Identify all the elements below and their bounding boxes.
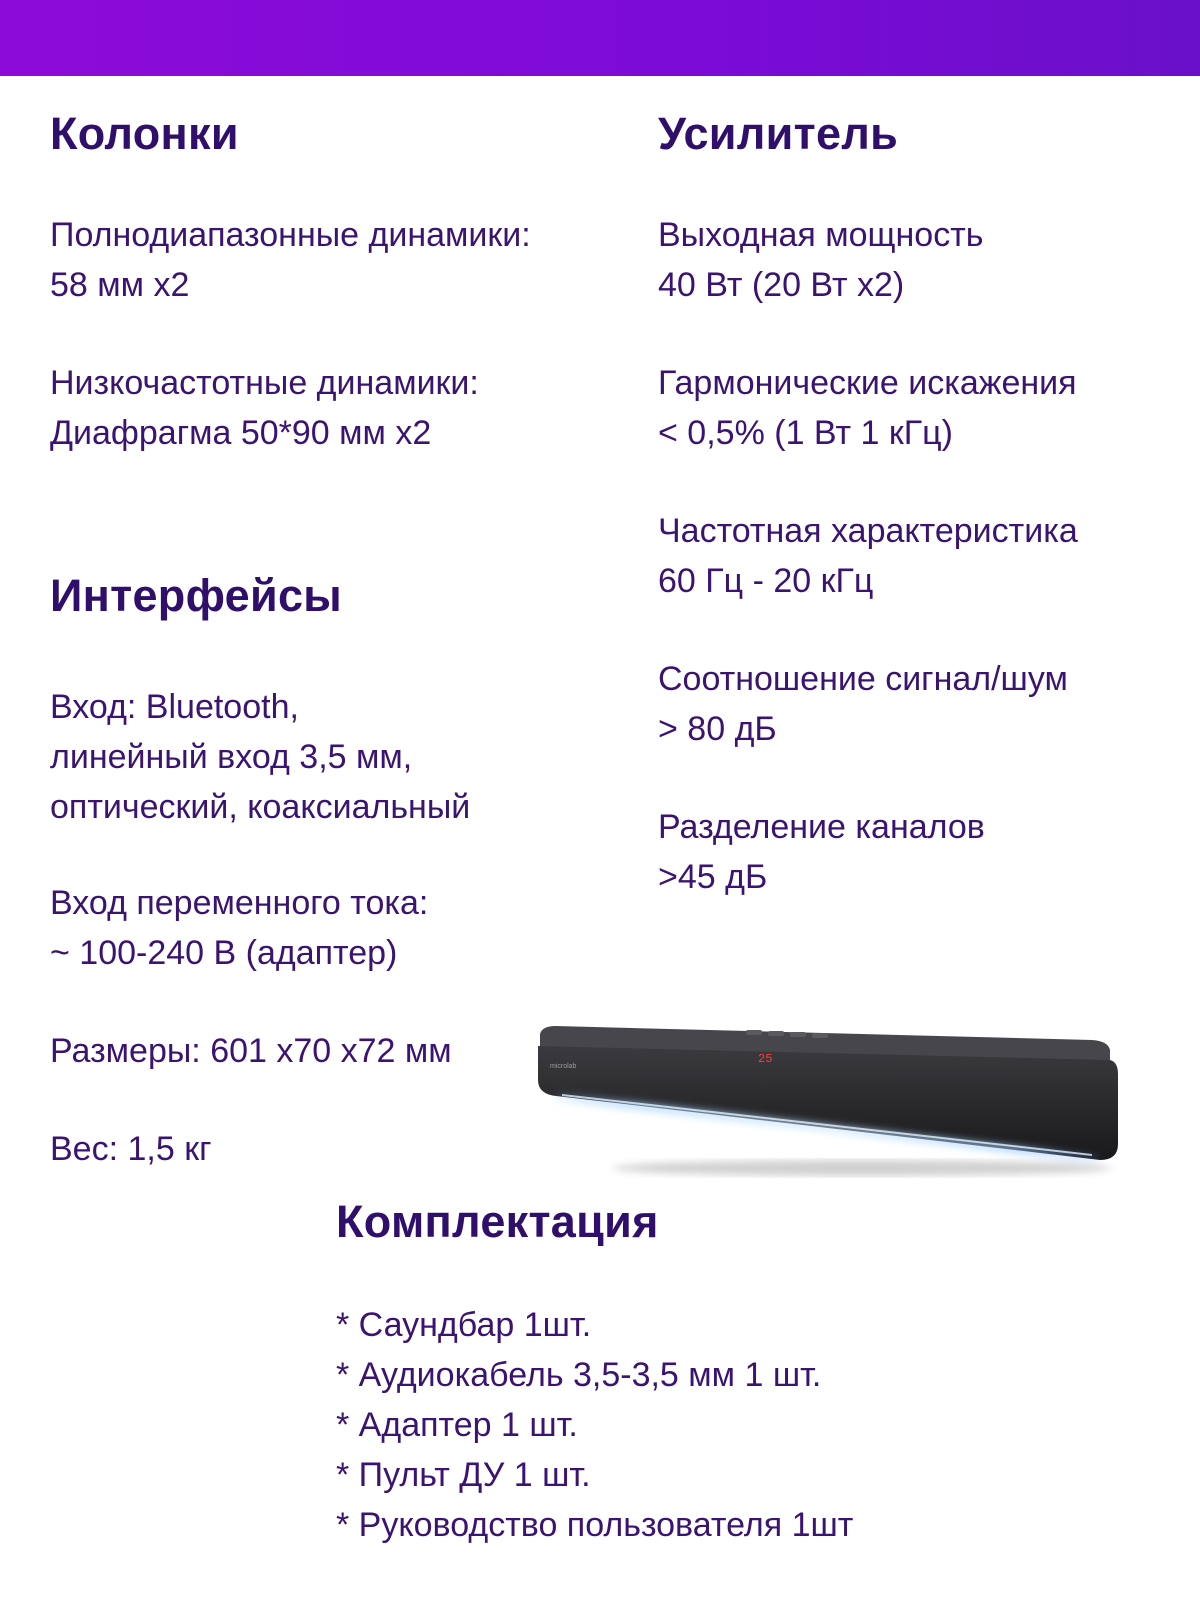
output-power-spec (658, 210, 984, 310)
spec-line: оптический, коаксиальный (50, 788, 471, 826)
spec-label: Соотношение сигнал/шум (658, 660, 1068, 698)
audio-input-spec (50, 682, 470, 832)
weight-spec (50, 1124, 211, 1174)
spec-value: > 80 дБ (658, 710, 777, 748)
signal-noise-ratio-spec (658, 654, 1068, 754)
list-item: * Аудиокабель 3,5-3,5 мм 1 шт. (336, 1356, 822, 1394)
list-item: * Адаптер 1 шт. (336, 1406, 578, 1444)
spec-label: Выходная мощность (658, 216, 984, 254)
spec-line: Вход: Bluetooth, (50, 688, 299, 726)
spec-value: Диафрагма 50*90 мм x2 (50, 414, 432, 452)
spec-value: 60 Гц - 20 кГц (658, 562, 874, 600)
list-item: * Руководство пользователя 1шт (336, 1506, 854, 1544)
spec-line: линейный вход 3,5 мм, (50, 738, 413, 776)
harmonic-distortion-spec (658, 358, 1077, 458)
dimensions-spec (50, 1026, 452, 1076)
amplifier-heading: Усилитель (658, 108, 899, 159)
spec-line: ~ 100-240 В (адаптер) (50, 934, 398, 972)
kit-heading: Комплектация (336, 1196, 659, 1247)
woofer-drivers-spec (50, 358, 479, 458)
spec-label: Частотная характеристика (658, 512, 1078, 550)
channel-separation-spec (658, 802, 985, 902)
spec-value: < 0,5% (1 Вт 1 кГц) (658, 414, 953, 452)
spec-label: Низкочастотные динамики: (50, 364, 479, 402)
speakers-heading: Колонки (50, 108, 239, 159)
ac-input-spec (50, 878, 428, 978)
spec-line: Вход переменного тока: (50, 884, 429, 922)
spec-value: >45 дБ (658, 858, 768, 896)
spec-line: Вес: 1,5 кг (50, 1130, 212, 1168)
spec-value: 58 мм x2 (50, 266, 190, 304)
kit-list (336, 1300, 853, 1550)
spec-label: Полнодиапазонные динамики: (50, 216, 531, 254)
display-readout: 25 (758, 1052, 773, 1066)
spec-line: Размеры: 601 x70 x72 мм (50, 1032, 452, 1070)
frequency-response-spec (658, 506, 1078, 606)
spec-label: Гармонические искажения (658, 364, 1077, 402)
brand-logo: microlab (550, 1063, 577, 1070)
list-item: * Саундбар 1шт. (336, 1306, 592, 1344)
top-gradient-bar (0, 0, 1200, 76)
spec-label: Разделение каналов (658, 808, 985, 846)
soundbar-image (532, 1022, 1122, 1182)
full-range-drivers-spec (50, 210, 531, 310)
spec-value: 40 Вт (20 Вт x2) (658, 266, 905, 304)
interfaces-heading: Интерфейсы (50, 570, 343, 621)
list-item: * Пульт ДУ 1 шт. (336, 1456, 591, 1494)
